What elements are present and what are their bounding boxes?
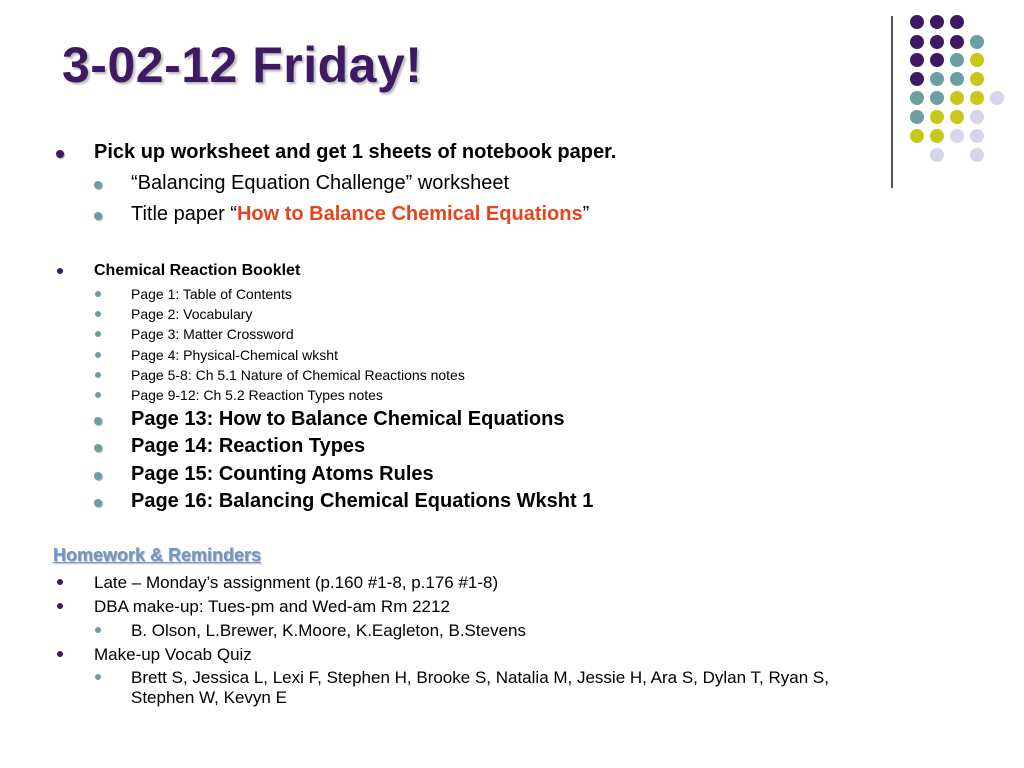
bullet-icon	[57, 603, 63, 609]
decorative-dot	[950, 53, 964, 67]
decorative-dot	[930, 129, 944, 143]
bullet-icon	[95, 352, 101, 358]
item-text: Page 13: How to Balance Chemical Equations	[131, 408, 565, 430]
decorative-dot	[950, 35, 964, 49]
decorative-dot	[970, 91, 984, 105]
bullet-icon	[95, 311, 101, 317]
homework-reminders-link[interactable]: Homework & Reminders	[53, 545, 262, 565]
decorative-dot	[930, 110, 944, 124]
list-item	[131, 306, 252, 322]
item-text: Page 3: Matter Crossword	[131, 326, 294, 342]
decorative-dot	[970, 148, 984, 162]
bullet-icon	[94, 499, 102, 507]
bullet-icon	[95, 372, 101, 378]
item-text: Pick up worksheet and get 1 sheets of notebook paper.	[94, 141, 617, 163]
list-item	[131, 326, 294, 342]
list-item	[131, 408, 564, 431]
bullet-icon	[95, 392, 101, 398]
decorative-dot	[950, 15, 964, 29]
decorative-dot	[910, 129, 924, 143]
decorative-dot	[970, 72, 984, 86]
list-item	[131, 463, 434, 486]
item-text: Page 14: Reaction Types	[131, 435, 366, 457]
item-text: Page 9-12: Ch 5.2 Reaction Types notes	[131, 387, 383, 403]
decorative-dot	[930, 72, 944, 86]
list-item	[131, 490, 593, 513]
list-item	[131, 668, 829, 708]
item-text: Stephen W, Kevyn E	[131, 688, 287, 707]
list-item	[131, 203, 589, 226]
decorative-dot	[970, 110, 984, 124]
divider-line	[891, 16, 893, 188]
item-text: Page 2: Vocabulary	[131, 306, 253, 322]
item-text: Page 15: Counting Atoms Rules	[131, 463, 434, 485]
bullet-icon	[94, 417, 102, 425]
decorative-dot	[930, 15, 944, 29]
decorative-dot	[910, 91, 924, 105]
decorative-dot	[950, 129, 964, 143]
item-text: Page 16: Balancing Chemical Equations Wksht 1	[131, 490, 594, 512]
item-text: Page 4: Physical-Chemical wksht	[131, 347, 338, 363]
list-item	[94, 573, 498, 593]
decorative-dot	[930, 91, 944, 105]
bullet-icon	[95, 331, 101, 337]
bullet-icon	[95, 627, 101, 633]
decorative-dot	[910, 53, 924, 67]
decorative-dot	[950, 72, 964, 86]
list-item	[94, 262, 300, 280]
item-text: Brett S, Jessica L, Lexi F, Stephen H, Brooke S, Natalia M, Jessie H, Ara S, Dylan T, Ryan S,	[131, 668, 829, 687]
item-text: B. Olson, L.Brewer, K.Moore, K.Eagleton, B.Stevens	[131, 621, 526, 640]
bullet-icon	[95, 674, 101, 680]
item-text: “Balancing Equation Challenge” worksheet	[131, 172, 510, 194]
slide-title: 3-02-12 Friday!	[62, 37, 423, 93]
list-item	[94, 645, 252, 665]
item-text: Page 5-8: Ch 5.1 Nature of Chemical Reactions notes	[131, 367, 465, 383]
decorative-dot	[910, 110, 924, 124]
decorative-dot	[910, 35, 924, 49]
item-text: Title paper “	[131, 203, 237, 225]
decorative-dot	[950, 91, 964, 105]
decorative-dot	[970, 35, 984, 49]
list-item	[131, 387, 383, 403]
bullet-icon	[57, 579, 63, 585]
list-item	[131, 172, 509, 195]
list-item	[94, 141, 616, 164]
bullet-icon	[94, 212, 102, 220]
item-text: Chemical Reaction Booklet	[94, 262, 301, 279]
decorative-dot	[910, 15, 924, 29]
list-item	[94, 597, 450, 617]
item-text: Late – Monday’s assignment (p.160 #1-8, p.176 #1-8)	[94, 573, 499, 592]
decorative-dot	[930, 35, 944, 49]
bullet-icon	[94, 181, 102, 189]
bullet-icon	[57, 268, 63, 274]
list-item	[131, 435, 365, 458]
decorative-dot	[910, 72, 924, 86]
decorative-dot	[990, 91, 1004, 105]
decorative-dot	[970, 129, 984, 143]
list-item	[131, 367, 465, 383]
item-text: Make-up Vocab Quiz	[94, 645, 252, 664]
list-item	[131, 286, 292, 302]
bullet-icon	[95, 291, 101, 297]
item-text: DBA make-up: Tues-pm and Wed-am Rm 2212	[94, 597, 450, 616]
item-text: ”	[582, 203, 590, 225]
decorative-dot	[930, 53, 944, 67]
bullet-icon	[94, 444, 102, 452]
list-item	[131, 621, 526, 641]
highlight-text: How to Balance Chemical Equations	[236, 203, 583, 225]
list-item	[131, 347, 338, 363]
bullet-icon	[57, 651, 63, 657]
decorative-dot	[970, 53, 984, 67]
decorative-dot	[930, 148, 944, 162]
decorative-dot	[950, 110, 964, 124]
bullet-icon	[56, 150, 64, 158]
bullet-icon	[94, 472, 102, 480]
item-text: Page 1: Table of Contents	[131, 286, 292, 302]
